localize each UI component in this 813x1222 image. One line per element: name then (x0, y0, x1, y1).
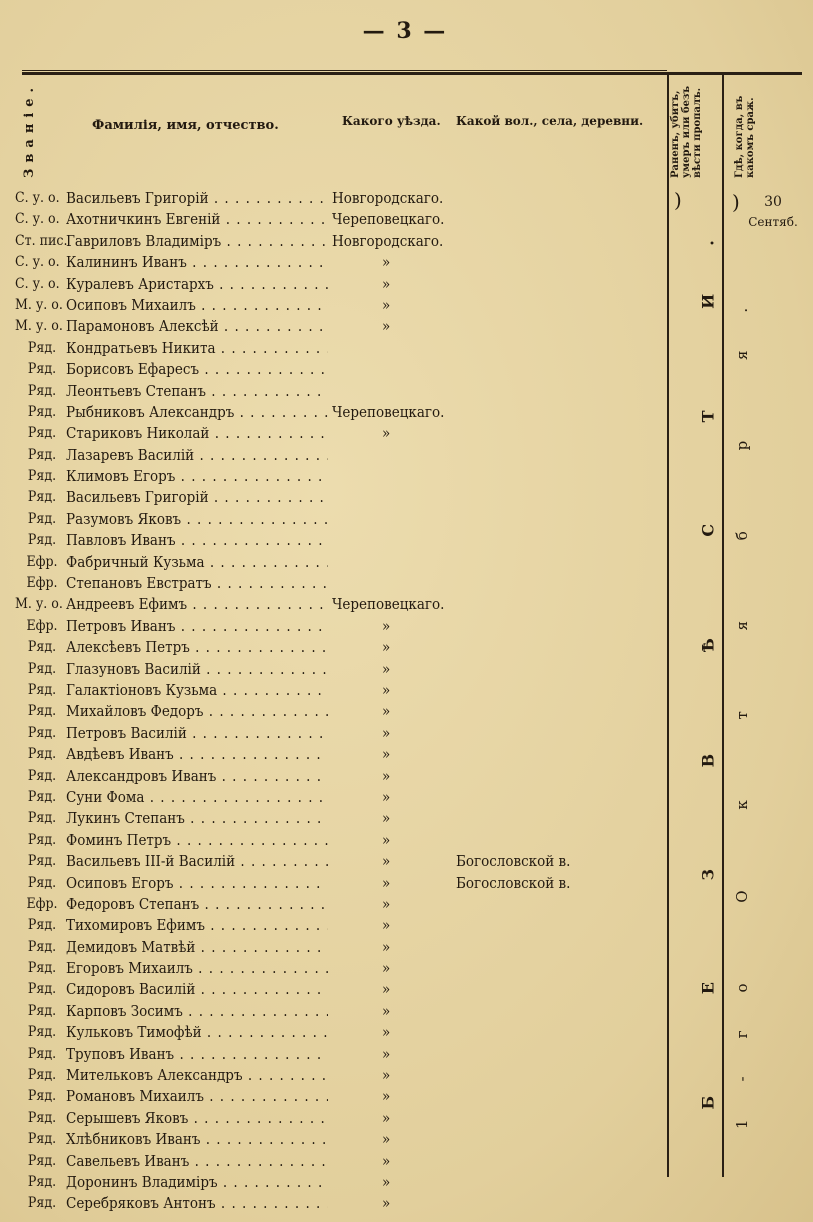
row-name: Романовъ Михаилъ . . . (66, 1086, 328, 1107)
row-name: Кульковъ Тимофѣй . . . (66, 1022, 328, 1043)
row-rank: Ряд. (27, 1002, 57, 1019)
table-row (0, 830, 670, 851)
row-name: Алексѣевъ Петръ . . . (66, 637, 328, 658)
row-name: Авдѣевъ Иванъ . . . (66, 744, 328, 765)
table-row (0, 723, 670, 744)
row-uezd: » (382, 852, 391, 871)
row-vol: Богословской в. (456, 852, 571, 871)
row-uezd: Новгородскаго. (332, 189, 444, 207)
row-name: Климовъ Егоръ . . . (66, 466, 328, 487)
row-rank: Ряд. (27, 532, 57, 549)
row-uezd: » (382, 1001, 391, 1020)
row-uezd: » (382, 1087, 391, 1106)
row-rank: Ряд. (27, 917, 57, 934)
row-name: Мительковъ Александръ . . . (66, 1065, 328, 1086)
row-uezd: » (382, 659, 391, 678)
row-rank: С. у. о. (15, 190, 60, 206)
row-name: Егоровъ Михаилъ . . . (66, 958, 328, 979)
row-uezd: » (382, 680, 391, 699)
table-row (0, 402, 670, 423)
row-uezd: » (382, 1130, 391, 1149)
table-row (0, 381, 670, 402)
row-uezd: » (382, 616, 391, 635)
row-name: Павловъ Иванъ . . . (66, 530, 328, 551)
row-name: Демидовъ Матвѣй . . . (66, 937, 328, 958)
row-rank: Ряд. (27, 874, 57, 891)
row-name: Труповъ Иванъ . . . (66, 1044, 328, 1065)
row-rank: Ряд. (27, 1109, 57, 1126)
table-row (0, 252, 670, 273)
table-row (0, 423, 670, 444)
row-name: Лазаревъ Василій . . . (66, 445, 328, 466)
where-vertical-text: 1-го О к т я б р я. (733, 269, 751, 1129)
row-uezd: » (382, 424, 391, 443)
row-name: Доронинъ Владиміръ . . . (66, 1172, 328, 1193)
header-name: Фамилія, имя, отчество. (92, 118, 279, 133)
row-rank: Ряд. (27, 810, 57, 827)
row-rank: Ряд. (27, 1088, 57, 1105)
row-name: Гавриловъ Владиміръ . . . (66, 231, 328, 252)
row-uezd: » (382, 809, 391, 828)
row-name: Осиповъ Михаилъ . . . (66, 295, 328, 316)
row-rank: Ефр. (26, 553, 58, 570)
row-rank: Ряд. (27, 1195, 57, 1212)
row-rank: М. у. о. (15, 296, 63, 313)
table-row (0, 680, 670, 701)
page-number: — 3 — (362, 18, 448, 44)
row-name: Кондратьевъ Никита . . . (66, 338, 328, 359)
table-row (0, 851, 670, 872)
row-uezd: » (382, 766, 391, 785)
row-uezd: » (382, 873, 391, 892)
row-uezd: » (382, 1023, 391, 1042)
row-uezd: » (382, 295, 391, 314)
row-uezd: » (382, 830, 391, 849)
row-rank: Ряд. (27, 703, 57, 720)
row-name: Разумовъ Яковъ . . . (66, 509, 328, 530)
row-rank: Ряд. (27, 425, 57, 442)
row-rank: Ряд. (27, 1131, 57, 1148)
row-rank: Ряд. (27, 382, 57, 399)
row-name: Борисовъ Ефаресъ . . . (66, 359, 328, 380)
table-row (0, 338, 670, 359)
table-row (0, 509, 670, 530)
table-row (0, 594, 670, 615)
row-name: Фабричный Кузьма . . . (66, 552, 328, 573)
column-divider-where (722, 72, 724, 1177)
row-uezd: » (382, 959, 391, 978)
row-rank: Ряд. (27, 446, 57, 463)
row-name: Александровъ Иванъ . . . (66, 766, 328, 787)
table-row (0, 1151, 670, 1172)
row-uezd: » (382, 894, 391, 913)
table-row (0, 1001, 670, 1022)
table-row (0, 487, 670, 508)
row-rank: Ряд. (27, 746, 57, 763)
row-uezd: » (382, 1044, 391, 1063)
row-name: Васильевъ Григорій . . . (66, 487, 328, 508)
row-rank: Ряд. (27, 361, 57, 378)
row-uezd: » (382, 274, 391, 293)
table-row (0, 1172, 670, 1193)
row-rank: М. у. о. (15, 318, 63, 335)
row-name: Лукинъ Степанъ . . . (66, 808, 328, 829)
header-rank: Званіе. (22, 81, 37, 178)
row-name: Стариковъ Николай . . . (66, 423, 328, 444)
header-where-text: Гдѣ, когда, въ какомъ сраж. (734, 95, 756, 178)
row-rank: Ряд. (27, 681, 57, 698)
row-uezd: » (382, 253, 391, 272)
first-date-day: 30 (764, 194, 782, 210)
table-row (0, 1022, 670, 1043)
row-rank: Ряд. (27, 1067, 57, 1084)
row-uezd: Новгородскаго. (332, 231, 444, 250)
row-uezd: » (382, 916, 391, 935)
table-row (0, 808, 670, 829)
row-rank: Ряд. (27, 510, 57, 527)
table-row (0, 445, 670, 466)
table-row (0, 1108, 670, 1129)
table-row (0, 659, 670, 680)
row-name: Глазуновъ Василій . . . (66, 659, 328, 680)
row-rank: Ряд. (27, 724, 57, 741)
row-uezd: » (382, 638, 391, 657)
table-row (0, 1193, 670, 1214)
row-rank: Ряд. (27, 1045, 57, 1062)
row-uezd: » (382, 937, 391, 956)
row-name: Петровъ Иванъ . . . (66, 616, 328, 637)
row-uezd: » (382, 1151, 391, 1170)
row-name: Михайловъ Федоръ . . . (66, 701, 328, 722)
row-name: Калининъ Иванъ . . . (66, 252, 328, 273)
table-row (0, 873, 670, 894)
row-name: Сидоровъ Василій . . . (66, 979, 328, 1000)
row-rank: С. у. о. (15, 211, 60, 228)
row-rank: Ряд. (27, 981, 57, 998)
table-row (0, 937, 670, 958)
row-name: Степановъ Евстратъ . . . (66, 573, 328, 594)
row-name: Андреевъ Ефимъ . . . (66, 594, 328, 615)
row-rank: С. у. о. (15, 275, 60, 292)
brace-where: ) (732, 190, 740, 214)
row-rank: Ст. пис. (15, 232, 68, 249)
row-rank: Ряд. (27, 853, 57, 870)
row-rank: Ряд. (27, 1152, 57, 1169)
row-rank: Ефр. (26, 575, 58, 592)
row-name: Тихомировъ Ефимъ . . . (66, 915, 328, 936)
row-uezd: Череповецкаго. (332, 210, 445, 229)
row-rank: Ряд. (27, 960, 57, 977)
row-uezd: » (382, 1066, 391, 1085)
row-name: Серышевъ Яковъ . . . (66, 1108, 328, 1129)
row-uezd: Череповецкаго. (332, 595, 445, 614)
table-row (0, 466, 670, 487)
row-rank: Ряд. (27, 339, 57, 356)
row-uezd: » (382, 317, 391, 336)
row-uezd: » (382, 1172, 391, 1191)
table-row (0, 1086, 670, 1107)
row-rank: Ряд. (27, 660, 57, 677)
row-name: Ахотничкинъ Евгеній . . . (66, 209, 328, 230)
row-rank: Ряд. (27, 403, 57, 420)
row-rank: Ряд. (27, 788, 57, 805)
header-status-text: Раненъ, убитъ, умеръ или безъ вѣсти пропалъ. (670, 85, 703, 178)
row-name: Васильевъ Григорій . . . (66, 188, 328, 209)
row-rank: Ефр. (26, 617, 58, 634)
row-uezd: » (382, 980, 391, 999)
row-uezd: » (382, 702, 391, 721)
row-name: Суни Фома . . . (66, 787, 328, 808)
table-row (0, 766, 670, 787)
row-uezd: » (382, 723, 391, 742)
row-rank: Ряд. (27, 938, 57, 955)
table-row (0, 188, 670, 209)
first-date-month: Сентяб. (748, 215, 798, 229)
row-name: Парамоновъ Алексѣй . . . (66, 316, 328, 337)
row-name: Федоровъ Степанъ . . . (66, 894, 328, 915)
table-row (0, 1044, 670, 1065)
row-rank: Ряд. (27, 1173, 57, 1190)
row-rank: Ряд. (27, 468, 57, 485)
row-name: Хлѣбниковъ Иванъ . . . (66, 1129, 328, 1150)
row-uezd: Череповецкаго. (332, 402, 445, 421)
row-rank: Ряд. (27, 831, 57, 848)
roster-table (0, 188, 670, 1215)
table-row (0, 295, 670, 316)
row-name: Леонтьевъ Степанъ . . . (66, 381, 328, 402)
row-name: Рыбниковъ Александръ . . . (66, 402, 328, 423)
brace-status: ) (674, 188, 682, 212)
table-row (0, 701, 670, 722)
row-rank: Ряд. (27, 767, 57, 784)
table-row (0, 616, 670, 637)
table-row (0, 1065, 670, 1086)
row-name: Петровъ Василій . . . (66, 723, 328, 744)
row-name: Серебряковъ Антонъ . . . (66, 1193, 328, 1214)
row-uezd: » (382, 1194, 391, 1213)
row-name: Осиповъ Егоръ . . . (66, 873, 328, 894)
row-name: Фоминъ Петръ . . . (66, 830, 328, 851)
table-row (0, 1129, 670, 1150)
header-rule-thin (22, 70, 667, 71)
row-rank: Ефр. (26, 895, 58, 912)
status-vertical-text: Б Е З В Ѣ С Т И. (698, 192, 718, 1110)
row-name: Галактіоновъ Кузьма . . . (66, 680, 328, 701)
header-where (734, 74, 756, 178)
row-rank: Ряд. (27, 1024, 57, 1041)
table-row (0, 637, 670, 658)
row-name: Васильевъ III-й Василій . . . (66, 851, 328, 872)
row-rank: М. у. о. (15, 596, 63, 613)
first-date (742, 192, 804, 232)
table-row (0, 573, 670, 594)
row-rank: С. у. о. (15, 254, 60, 271)
row-uezd: » (382, 787, 391, 806)
table-row (0, 316, 670, 337)
table-row (0, 530, 670, 551)
row-name: Карповъ Зосимъ . . . (66, 1001, 328, 1022)
table-row (0, 359, 670, 380)
row-rank: Ряд. (27, 639, 57, 656)
row-uezd: » (382, 745, 391, 764)
table-row (0, 209, 670, 230)
header-status (670, 68, 703, 178)
row-vol: Богословской в. (456, 873, 571, 892)
row-name: Куралевъ Аристархъ . . . (66, 274, 328, 295)
table-row (0, 744, 670, 765)
table-row (0, 894, 670, 915)
table-row (0, 274, 670, 295)
table-row (0, 552, 670, 573)
header-vol: Какой вол., села, деревни. (456, 114, 644, 128)
row-name: Савельевъ Иванъ . . . (66, 1151, 328, 1172)
table-row (0, 979, 670, 1000)
table-row (0, 787, 670, 808)
table-row (0, 231, 670, 252)
table-row (0, 915, 670, 936)
header-uezd: Какого уѣзда. (342, 114, 441, 128)
row-rank: Ряд. (27, 489, 57, 506)
table-row (0, 958, 670, 979)
row-uezd: » (382, 1108, 391, 1127)
